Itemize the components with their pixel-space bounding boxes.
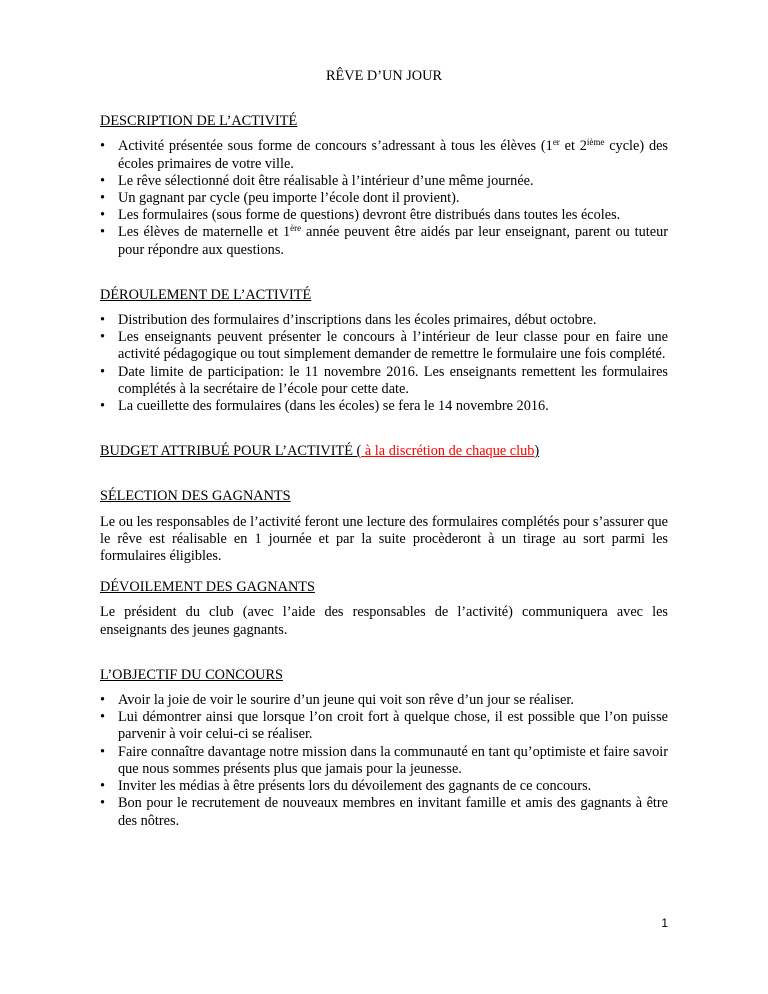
document-page (100, 68, 668, 858)
section-heading-description: DESCRIPTION DE L’ACTIVITÉ (100, 113, 298, 130)
objectif-list (100, 692, 668, 830)
section-heading-objectif: L’OBJECTIF DU CONCOURS (100, 666, 283, 683)
section-selection (100, 488, 668, 565)
bullet-icon: • (100, 190, 106, 207)
bullet-icon: • (100, 795, 106, 812)
list-item: • La cueillette des formulaires (dans les écoles) se fera le 14 novembre 2016. (100, 398, 549, 415)
list-item: • Les enseignants peuvent présenter le concours à l’intérieur de leur classe pour en faire une activité pédagogique ou tout simplement demander de remettre le formulaire une fois complété. (100, 329, 668, 363)
bullet-icon: • (100, 363, 106, 380)
section-objectif (100, 667, 668, 830)
bullet-icon: • (100, 329, 106, 346)
section-budget (100, 443, 668, 460)
list-item: • Distribution des formulaires d’inscriptions dans les écoles primaires, début octobre. (100, 312, 597, 329)
list-item: • Les élèves de maternelle et 1ère année peuvent être aidés par leur enseignant, parent ou tuteur pour répondre aux questions. (100, 223, 668, 258)
document-title: RÊVE D’UN JOUR (326, 68, 442, 84)
bullet-icon: • (100, 778, 106, 795)
budget-note: à la discrétion de chaque club (361, 443, 535, 460)
bullet-icon: • (100, 224, 106, 241)
bullet-icon: • (100, 207, 106, 224)
list-item: • Faire connaître davantage notre mission dans la communauté en tant qu’optimiste et faire savoir que nous sommes présents plus que jamais pour la jeunesse. (100, 743, 668, 777)
section-heading-devoilement: DÉVOILEMENT DES GAGNANTS (100, 579, 315, 596)
deroulement-list (100, 312, 668, 415)
list-item: • Bon pour le recrutement de nouveaux membres en invitant famille et amis des gagnants à être des nôtres. (100, 795, 668, 829)
list-item: • Activité présentée sous forme de concours s’adressant à tous les élèves (1er et 2ième cycle) des écoles primaires de votre ville. (100, 137, 668, 172)
bullet-icon: • (100, 743, 106, 760)
selection-paragraph: Le ou les responsables de l’activité feront une lecture des formulaires complétés pour s’assurer que le rêve est réalisable en 1 journée et par la suite procèderont à un tirage au sort parmi les formulaires éligibles. (100, 513, 668, 565)
devoilement-paragraph: Le président du club (avec l’aide des responsables de l’activité) communiquera avec les enseignants des jeunes gagnants. (100, 604, 668, 638)
list-item: • Lui démontrer ainsi que lorsque l’on croit fort à quelque chose, il est possible que l’on puisse parvenir à voir celui-ci se réaliser. (100, 709, 668, 743)
bullet-icon: • (100, 709, 106, 726)
bullet-icon: • (100, 692, 106, 709)
description-list (100, 138, 668, 258)
bullet-icon: • (100, 312, 106, 329)
section-deroulement (100, 287, 668, 415)
section-description (100, 113, 668, 259)
list-item: • Avoir la joie de voir le sourire d’un jeune qui voit son rêve d’un jour se réaliser. (100, 692, 574, 709)
section-heading-budget: BUDGET ATTRIBUÉ POUR L’ACTIVITÉ ( à la discrétion de chaque club) (100, 443, 540, 460)
page-number: 1 (661, 916, 668, 930)
list-item: • Inviter les médias à être présents lors du dévoilement des gagnants de ce concours. (100, 778, 592, 795)
bullet-icon: • (100, 138, 106, 155)
section-devoilement (100, 579, 668, 639)
bullet-icon: • (100, 398, 106, 415)
list-item: • Un gagnant par cycle (peu importe l’école dont il provient). (100, 190, 460, 207)
list-item: • Date limite de participation: le 11 novembre 2016. Les enseignants remettent les formulaires complétés à la secrétaire de l’école pour cette date. (100, 363, 668, 397)
section-heading-selection: SÉLECTION DES GAGNANTS (100, 488, 291, 505)
list-item: • Les formulaires (sous forme de questions) devront être distribués dans toutes les écoles. (100, 207, 621, 224)
section-heading-deroulement: DÉROULEMENT DE L’ACTIVITÉ (100, 286, 312, 303)
bullet-icon: • (100, 172, 106, 189)
list-item: • Le rêve sélectionné doit être réalisable à l’intérieur d’une même journée. (100, 172, 534, 189)
